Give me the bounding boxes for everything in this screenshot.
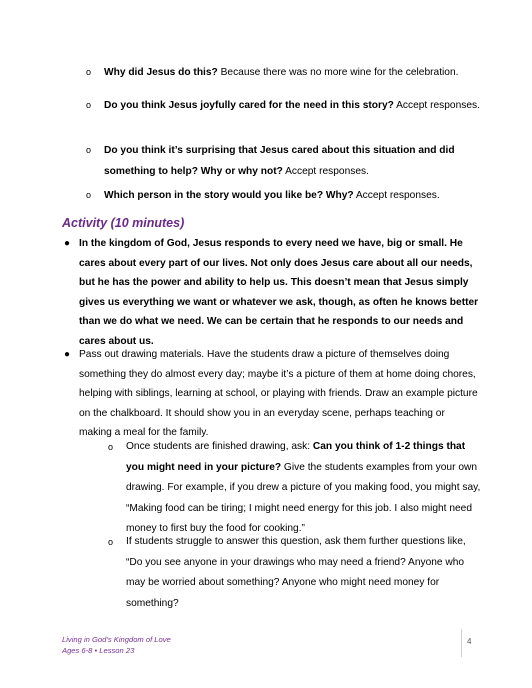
sub-item-body: If students struggle to answer this question, ask them further questions like, “Do you see anyone in your drawings who may need a friend? Anyone who may be worried about something? Anyone who might need money for something?	[126, 536, 466, 609]
page-number: 4	[467, 637, 472, 646]
question-4	[86, 185, 484, 206]
bullet-text: In the kingdom of God, Jesus responds to every need we have, big or small. He cares about every part of our lives. Not only does Jesus care about all our needs, but he has the power and ability to help us. This doesn’t mean that Jesus simply gives us everything we want or whatever we ask, though, as often he knows better than we do what we need. We can be certain that he responds to our needs and cares about us.	[79, 238, 479, 347]
question-answer: Accept responses.	[393, 100, 480, 111]
footer-lesson: Ages 6-8 • Lesson 23	[62, 646, 135, 655]
question-2	[86, 95, 484, 116]
circle-marker: o	[108, 537, 114, 547]
circle-marker: o	[86, 100, 92, 110]
circle-marker: o	[86, 190, 92, 200]
activity-bullet-1	[64, 234, 479, 352]
bullet-text: Pass out drawing materials. Have the students draw a picture of themselves doing something they do almost every day; maybe it’s a picture of them at home doing chores, helping with siblings, learning at school, or playing with friends. Draw an example picture on the chalkboard. It should show you in an everyday scene, perhaps teaching or making a meal for the family.	[79, 349, 478, 439]
question-text: Why did Jesus do this?	[104, 67, 218, 78]
circle-marker: o	[108, 442, 114, 452]
footer-divider	[461, 629, 462, 657]
bullet-marker: ●	[64, 238, 71, 249]
activity-sub-item-1	[108, 437, 484, 540]
sub-item-body: Give the students examples from your own drawing. For example, if you drew a picture of you making food, you might say, “Making food can be tiring; I might need energy for this job. I also might need money to first buy the food for cooking.”	[126, 461, 481, 535]
footer-series: Living in God’s Kingdom of Love	[62, 635, 171, 644]
question-3	[86, 140, 484, 182]
question-answer: Accept responses.	[282, 166, 369, 177]
question-text: Do you think it’s surprising that Jesus cared about this situation and did something to help? Why or why not?	[104, 145, 455, 177]
circle-marker: o	[86, 145, 92, 155]
question-answer: Because there was no more wine for the celebration.	[217, 67, 459, 78]
sub-item-question: Can you think of 1-2 things that you might need in your picture?	[126, 441, 466, 473]
footer-title	[62, 634, 171, 656]
circle-marker: o	[86, 67, 92, 77]
question-answer: Accept responses.	[353, 190, 440, 201]
question-text: Which person in the story would you like be? Why?	[104, 190, 354, 201]
bullet-marker: ●	[64, 349, 71, 360]
activity-heading: Activity (10 minutes)	[62, 216, 185, 230]
activity-sub-item-2	[108, 532, 484, 614]
sub-item-intro: Once students are finished drawing, ask:	[126, 441, 313, 452]
activity-bullet-2	[64, 345, 479, 443]
question-text: Do you think Jesus joyfully cared for the need in this story?	[104, 100, 394, 111]
question-1	[86, 62, 484, 83]
